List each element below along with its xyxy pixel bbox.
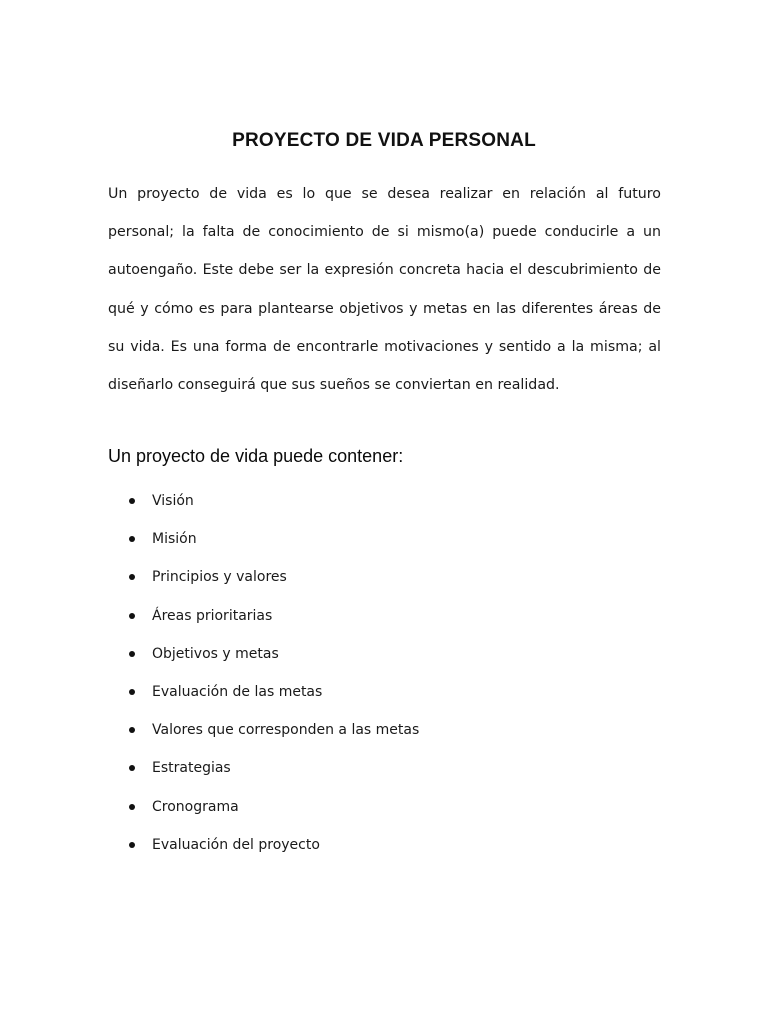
bullet-icon [129,613,135,619]
list-item-label: Estrategias [152,760,231,777]
list-item [108,600,628,638]
list-item-label: Evaluación de las metas [152,683,323,700]
bullet-icon [129,765,135,771]
bullet-icon [129,536,135,542]
bullet-icon [129,574,135,580]
list-item [108,638,628,676]
list-item [108,485,628,523]
list-item [108,791,628,829]
list-item [108,676,628,714]
list-item-label: Visión [152,493,194,509]
bullet-icon [129,727,135,733]
list-item-label: Valores que corresponden a las metas [152,722,420,739]
list-item [108,752,628,790]
bullet-icon [129,651,135,657]
section-heading [108,446,403,467]
document-title: PROYECTO DE VIDA PERSONAL [232,130,536,151]
contents-list [108,485,628,867]
list-item-label: Áreas prioritarias [152,607,273,624]
bullet-icon [129,498,135,504]
bullet-icon [129,804,135,810]
bullet-icon [129,842,135,848]
list-item-label: Misión [152,531,197,548]
list-item [108,561,628,599]
list-item-label: Objetivos y metas [152,645,279,662]
list-item [108,523,628,561]
list-item [108,829,628,867]
section-heading-text: Un proyecto de vida puede contener [108,446,399,466]
list-item [108,714,628,752]
intro-paragraph: Un proyecto de vida es lo que se desea realizar en relación al futuro personal; la falta de conocimiento de si mismo(a) puede conducirle a un autoengaño. Este debe ser la expresión concreta hacia el descubrimiento de qué y cómo es para plantearse objetivos y metas en las diferentes áreas de su vida. Es una forma de encontrarle motivaciones y sentido a la misma; al diseñarlo conseguirá que sus sueños se conviertan en realidad. [108,186,661,394]
section-heading-colon: : [398,446,404,466]
list-item-label: Cronograma [152,798,239,815]
list-item-label: Evaluación del proyecto [152,836,320,853]
bullet-icon [129,689,135,695]
list-item-label: Principios y valores [152,569,287,586]
